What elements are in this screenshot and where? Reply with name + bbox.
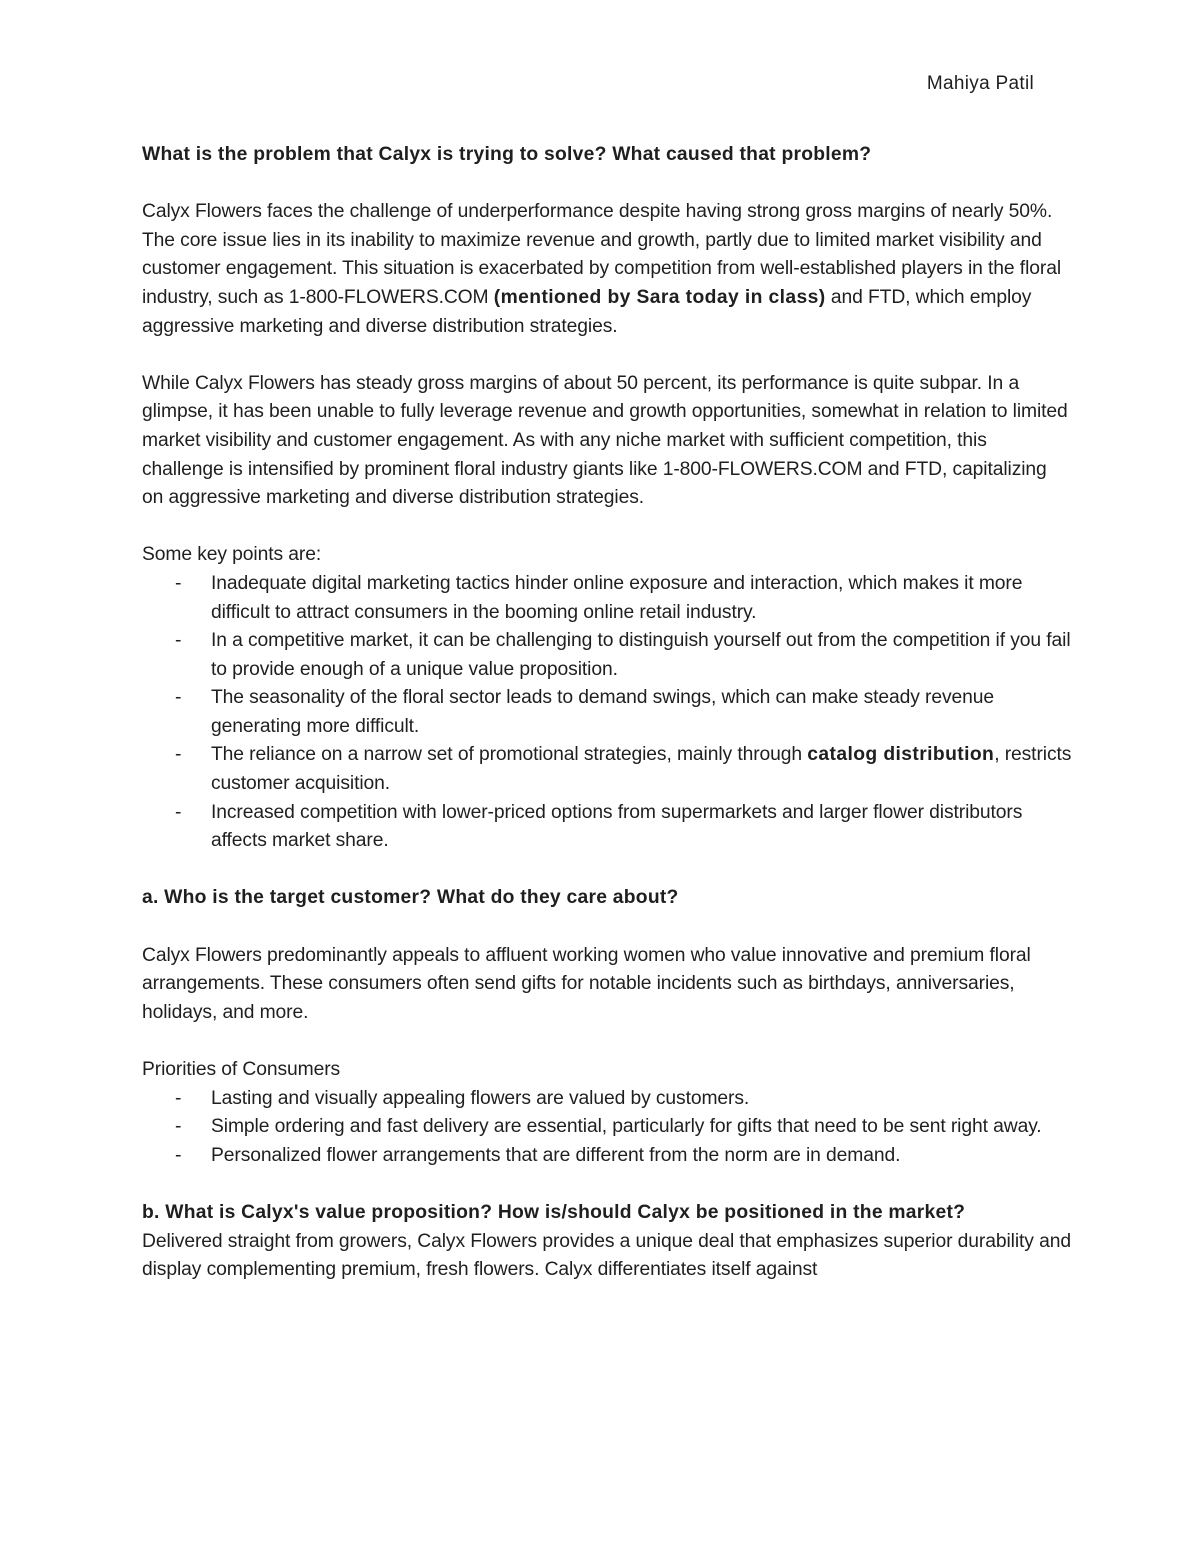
spacer xyxy=(142,513,1072,542)
key-points-intro: Some key points are: xyxy=(142,544,322,566)
spacer xyxy=(142,1170,1072,1199)
text-run: , restricts customer acquisition. xyxy=(211,744,1072,795)
list-item: - The seasonality of the floral sector leads to demand swings, which can make steady revenue generating more difficult. xyxy=(142,684,1072,741)
spacer xyxy=(142,856,1072,885)
list-item: - Personalized flower arrangements that are different from the norm are in demand. xyxy=(142,1142,1072,1171)
priorities-list xyxy=(142,1085,1072,1171)
paragraph-value-proposition: Delivered straight from growers, Calyx Flowers provides a unique deal that emphasizes superior durability and display complementing premium, fresh flowers. Calyx differentiates itself against xyxy=(142,1230,1071,1281)
spacer xyxy=(142,913,1072,942)
list-item: - Increased competition with lower-priced options from supermarkets and larger flower distributors affects market share. xyxy=(142,799,1072,856)
spacer xyxy=(142,341,1072,370)
key-points-list xyxy=(142,570,1072,856)
text-run: and FTD, which employ aggressive marketing and diverse distribution strategies. xyxy=(142,286,1032,337)
author-name: Mahiya Patil xyxy=(926,73,1034,94)
priorities-intro: Priorities of Consumers xyxy=(142,1059,341,1080)
section-heading-target-customer: a. Who is the target customer? What do they care about? xyxy=(142,887,679,909)
list-item xyxy=(142,741,1072,798)
section-heading-value-proposition: b. What is Calyx's value proposition? How is/should Calyx be positioned in the market? xyxy=(142,1201,966,1223)
text-run: The reliance on a narrow set of promotional strategies, mainly through xyxy=(211,744,808,766)
paragraph-target-customer: Calyx Flowers predominantly appeals to affluent working women who value innovative and premium floral arrangements. These consumers often send gifts for notable incidents such as birthdays, anniversaries, holidays, and more. xyxy=(142,944,1031,1023)
section-heading-problem: What is the problem that Calyx is trying to solve? What caused that problem? xyxy=(142,144,872,165)
list-item: - Inadequate digital marketing tactics hinder online exposure and interaction, which makes it more difficult to attract consumers in the booming online retail industry. xyxy=(142,570,1072,627)
spacer xyxy=(142,1027,1072,1056)
bold-text-run: (mentioned by Sara today in class) xyxy=(493,286,826,308)
list-item: - Simple ordering and fast delivery are essential, particularly for gifts that need to be sent right away. xyxy=(142,1113,1072,1142)
list-item: - In a competitive market, it can be challenging to distinguish yourself out from the competition if you fail to provide enough of a unique value proposition. xyxy=(142,627,1072,684)
bold-text-run: catalog distribution xyxy=(807,744,995,766)
paragraph-problem-summary xyxy=(142,198,1072,341)
paragraph-problem-detail: While Calyx Flowers has steady gross margins of about 50 percent, its performance is quite subpar. In a glimpse, it has been unable to fully leverage revenue and growth opportunities, somewhat in relation to limited market visibility and customer engagement. As with any niche market with sufficient competition, this challenge is intensified by prominent floral industry giants like 1-800-FLOWERS.COM and FTD, capitalizing on aggressive marketing and diverse distribution strategies. xyxy=(142,372,1068,509)
text-run: Calyx Flowers faces the challenge of underperformance despite having strong gross margins of nearly 50%. The core issue lies in its inability to maximize revenue and growth, partly due to limited market visibility and customer engagement. This situation is exacerbated by competition from well-established players in the floral industry, such as 1-800-FLOWERS.COM xyxy=(142,201,1061,308)
document-body xyxy=(142,141,1072,1285)
spacer xyxy=(142,170,1072,199)
list-item: - Lasting and visually appealing flowers are valued by customers. xyxy=(142,1085,1072,1114)
